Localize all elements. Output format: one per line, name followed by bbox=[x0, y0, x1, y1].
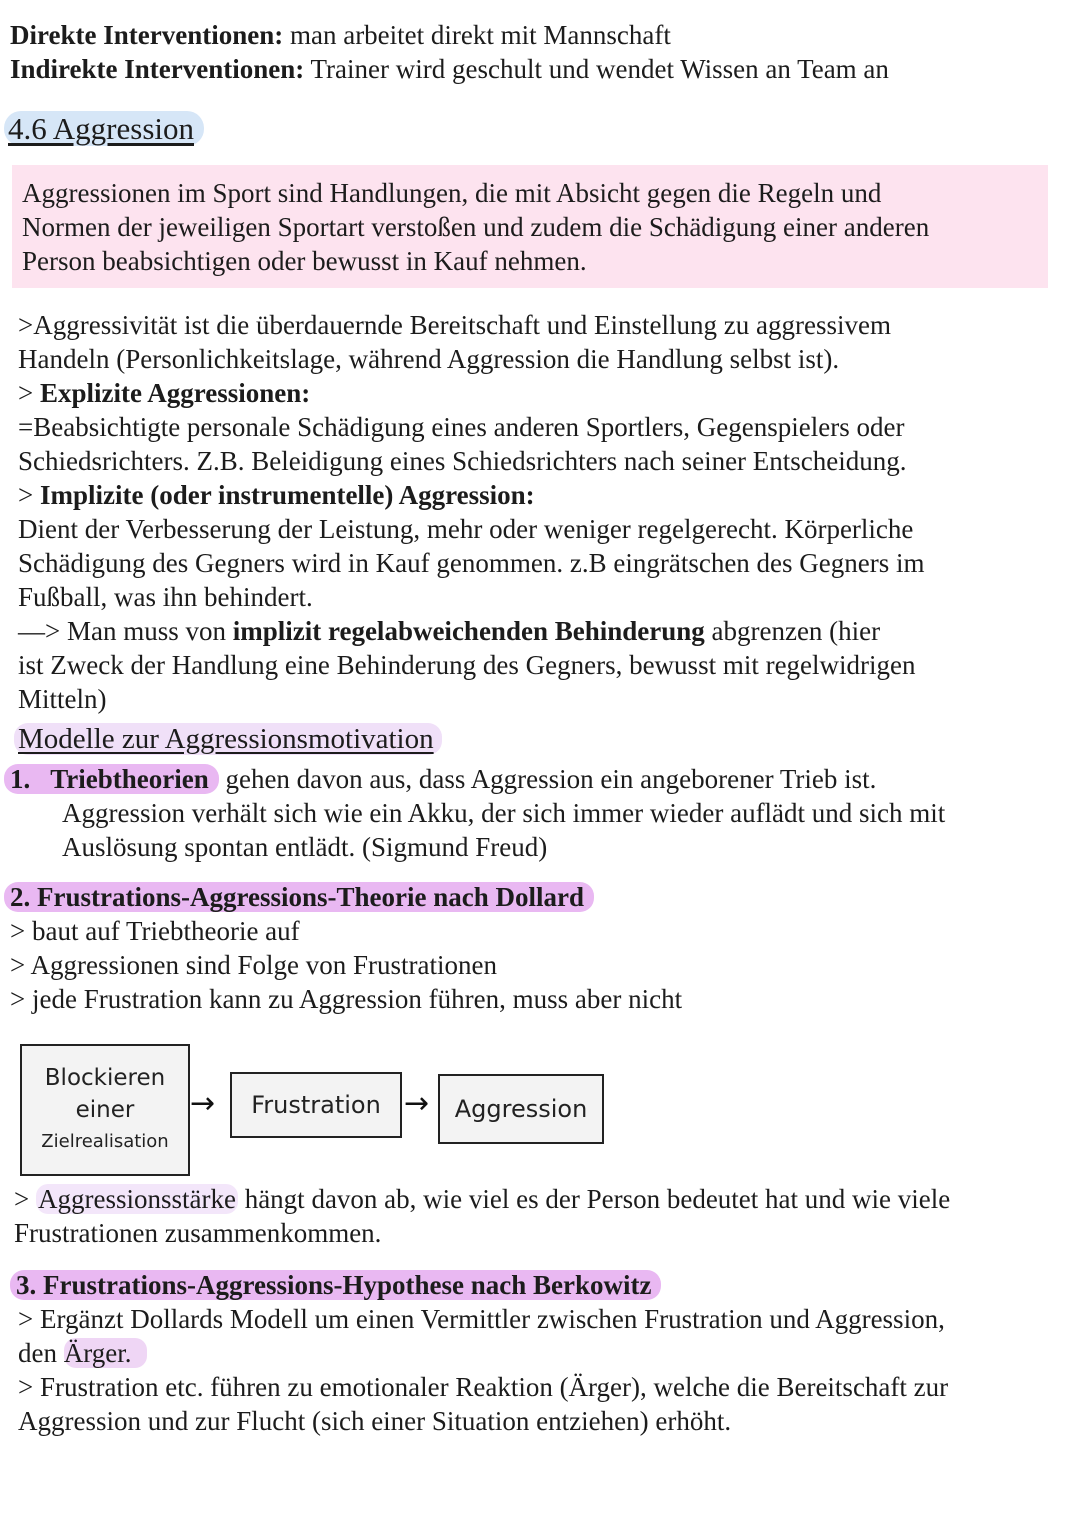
indirect-label: Indirekte Interventionen: bbox=[10, 54, 305, 84]
arrow-icon: → bbox=[404, 1086, 430, 1121]
model-2-strength-line-2: Frustrationen zusammenkommen. bbox=[14, 1218, 382, 1248]
model-3-line-4: Aggression und zur Flucht (sich einer Situation entziehen) erhöht. bbox=[18, 1406, 732, 1436]
implicit-label: Implizite (oder instrumentelle) Aggression: bbox=[39, 480, 535, 510]
diagram-box-aggression bbox=[438, 1074, 604, 1144]
definition-line-1: Aggressionen im Sport sind Handlungen, die mit Absicht gegen die Regeln und bbox=[22, 178, 882, 208]
implicit-note-rest: abgrenzen (hier bbox=[704, 616, 881, 646]
model-3-line-1: > Ergänzt Dollards Modell um einen Vermittler zwischen Frustration und Aggression, bbox=[18, 1304, 945, 1334]
strength-rest: hängt davon ab, wie viel es der Person bedeutet hat und wie viele bbox=[237, 1184, 951, 1214]
model-1-line-1 bbox=[4, 762, 876, 796]
explicit-heading bbox=[18, 376, 310, 410]
arrow-icon: → bbox=[190, 1086, 216, 1121]
box-blocking-line-2: einer bbox=[75, 1097, 135, 1123]
direct-text: man arbeitet direkt mit Mannschaft bbox=[283, 20, 671, 50]
model-2-heading-wrap bbox=[4, 880, 594, 914]
intro-indirect bbox=[10, 52, 889, 86]
model-3-heading-wrap bbox=[10, 1268, 661, 1302]
explicit-label: Explizite Aggressionen: bbox=[39, 378, 311, 408]
models-heading: Modelle zur Aggressionsmotivation bbox=[14, 723, 442, 755]
intro-direct bbox=[10, 18, 671, 52]
diagram-box-blocking bbox=[20, 1044, 190, 1176]
model-2-strength bbox=[14, 1182, 950, 1216]
explicit-line-1: =Beabsichtigte personale Schädigung eines anderen Sportlers, Gegenspielers oder bbox=[18, 412, 905, 442]
implicit-prefix: > bbox=[18, 480, 40, 510]
model-3-anger-word: Ärger. bbox=[64, 1338, 148, 1368]
strength-word: Aggressionsstärke bbox=[37, 1184, 236, 1214]
indirect-text: Trainer wird geschult und wendet Wissen an Team an bbox=[304, 54, 889, 84]
model-1-text: gehen davon aus, dass Aggression ein angeborener Trieb ist. bbox=[218, 764, 877, 794]
implicit-note-line-3: Mitteln) bbox=[18, 684, 107, 714]
model-1-highlight bbox=[4, 764, 219, 794]
box-frustration-label: Frustration bbox=[251, 1091, 381, 1119]
implicit-heading bbox=[18, 478, 535, 512]
explicit-line-2: Schiedsrichters. Z.B. Beleidigung eines Schiedsrichters nach seiner Entscheidung. bbox=[18, 446, 907, 476]
aggressivity-line-1: >Aggressivität ist die überdauernde Bereitschaft und Einstellung zu aggressivem bbox=[18, 310, 891, 340]
implicit-line-1: Dient der Verbesserung der Leistung, mehr oder weniger regelgerecht. Körperliche bbox=[18, 514, 914, 544]
strength-prefix: > bbox=[14, 1184, 36, 1214]
section-title: 4.6 Aggression bbox=[4, 111, 204, 146]
explicit-prefix: > bbox=[18, 378, 40, 408]
implicit-note-prefix: —> Man muss von bbox=[18, 616, 233, 646]
implicit-line-2: Schädigung des Gegners wird in Kauf genommen. z.B eingrätschen des Gegners im bbox=[18, 548, 925, 578]
implicit-note bbox=[18, 614, 880, 648]
model-1-line-2: Aggression verhält sich wie ein Akku, der sich immer wieder auflädt und sich mit bbox=[62, 798, 946, 828]
model-1-label: Triebtheorien bbox=[50, 764, 209, 794]
model-2-bullet-1: > baut auf Triebtheorie auf bbox=[10, 916, 300, 946]
model-1-number: 1. bbox=[10, 764, 31, 794]
implicit-note-bold: implizit regelabweichenden Behinderung bbox=[232, 616, 705, 646]
box-blocking-line-1: Blockieren bbox=[44, 1065, 166, 1091]
definition-line-2: Normen der jeweiligen Sportart verstoßen und zudem die Schädigung einer anderen bbox=[22, 212, 930, 242]
diagram-box-frustration bbox=[230, 1072, 402, 1138]
definition-line-3: Person beabsichtigen oder bewusst in Kauf nehmen. bbox=[22, 246, 587, 276]
box-blocking-line-3: Zielrealisation bbox=[41, 1131, 169, 1152]
models-heading-wrap bbox=[14, 722, 442, 756]
model-2-heading: 2. Frustrations-Aggressions-Theorie nach Dollard bbox=[4, 882, 594, 912]
model-1-line-3: Auslösung spontan entlädt. (Sigmund Freud) bbox=[62, 832, 548, 862]
implicit-note-line-2: ist Zweck der Handlung eine Behinderung des Gegners, bewusst mit regelwidrigen bbox=[18, 650, 916, 680]
model-2-bullet-2: > Aggressionen sind Folge von Frustrationen bbox=[10, 950, 497, 980]
model-2-bullet-3: > jede Frustration kann zu Aggression führen, muss aber nicht bbox=[10, 984, 683, 1014]
box-aggression-label: Aggression bbox=[454, 1095, 588, 1123]
direct-label: Direkte Interventionen: bbox=[10, 20, 284, 50]
aggressivity-line-2: Handeln (Personlichkeitslage, während Aggression die Handlung selbst ist). bbox=[18, 344, 840, 374]
model-3-line-3: > Frustration etc. führen zu emotionaler Reaktion (Ärger), welche die Bereitschaft zur bbox=[18, 1372, 949, 1402]
model-3-heading: 3. Frustrations-Aggressions-Hypothese nach Berkowitz bbox=[10, 1270, 661, 1300]
implicit-line-3: Fußball, was ihn behindert. bbox=[18, 582, 313, 612]
model-3-line-2-prefix: den bbox=[18, 1338, 64, 1368]
model-3-line-2 bbox=[18, 1336, 147, 1370]
section-title-wrap bbox=[4, 110, 204, 149]
